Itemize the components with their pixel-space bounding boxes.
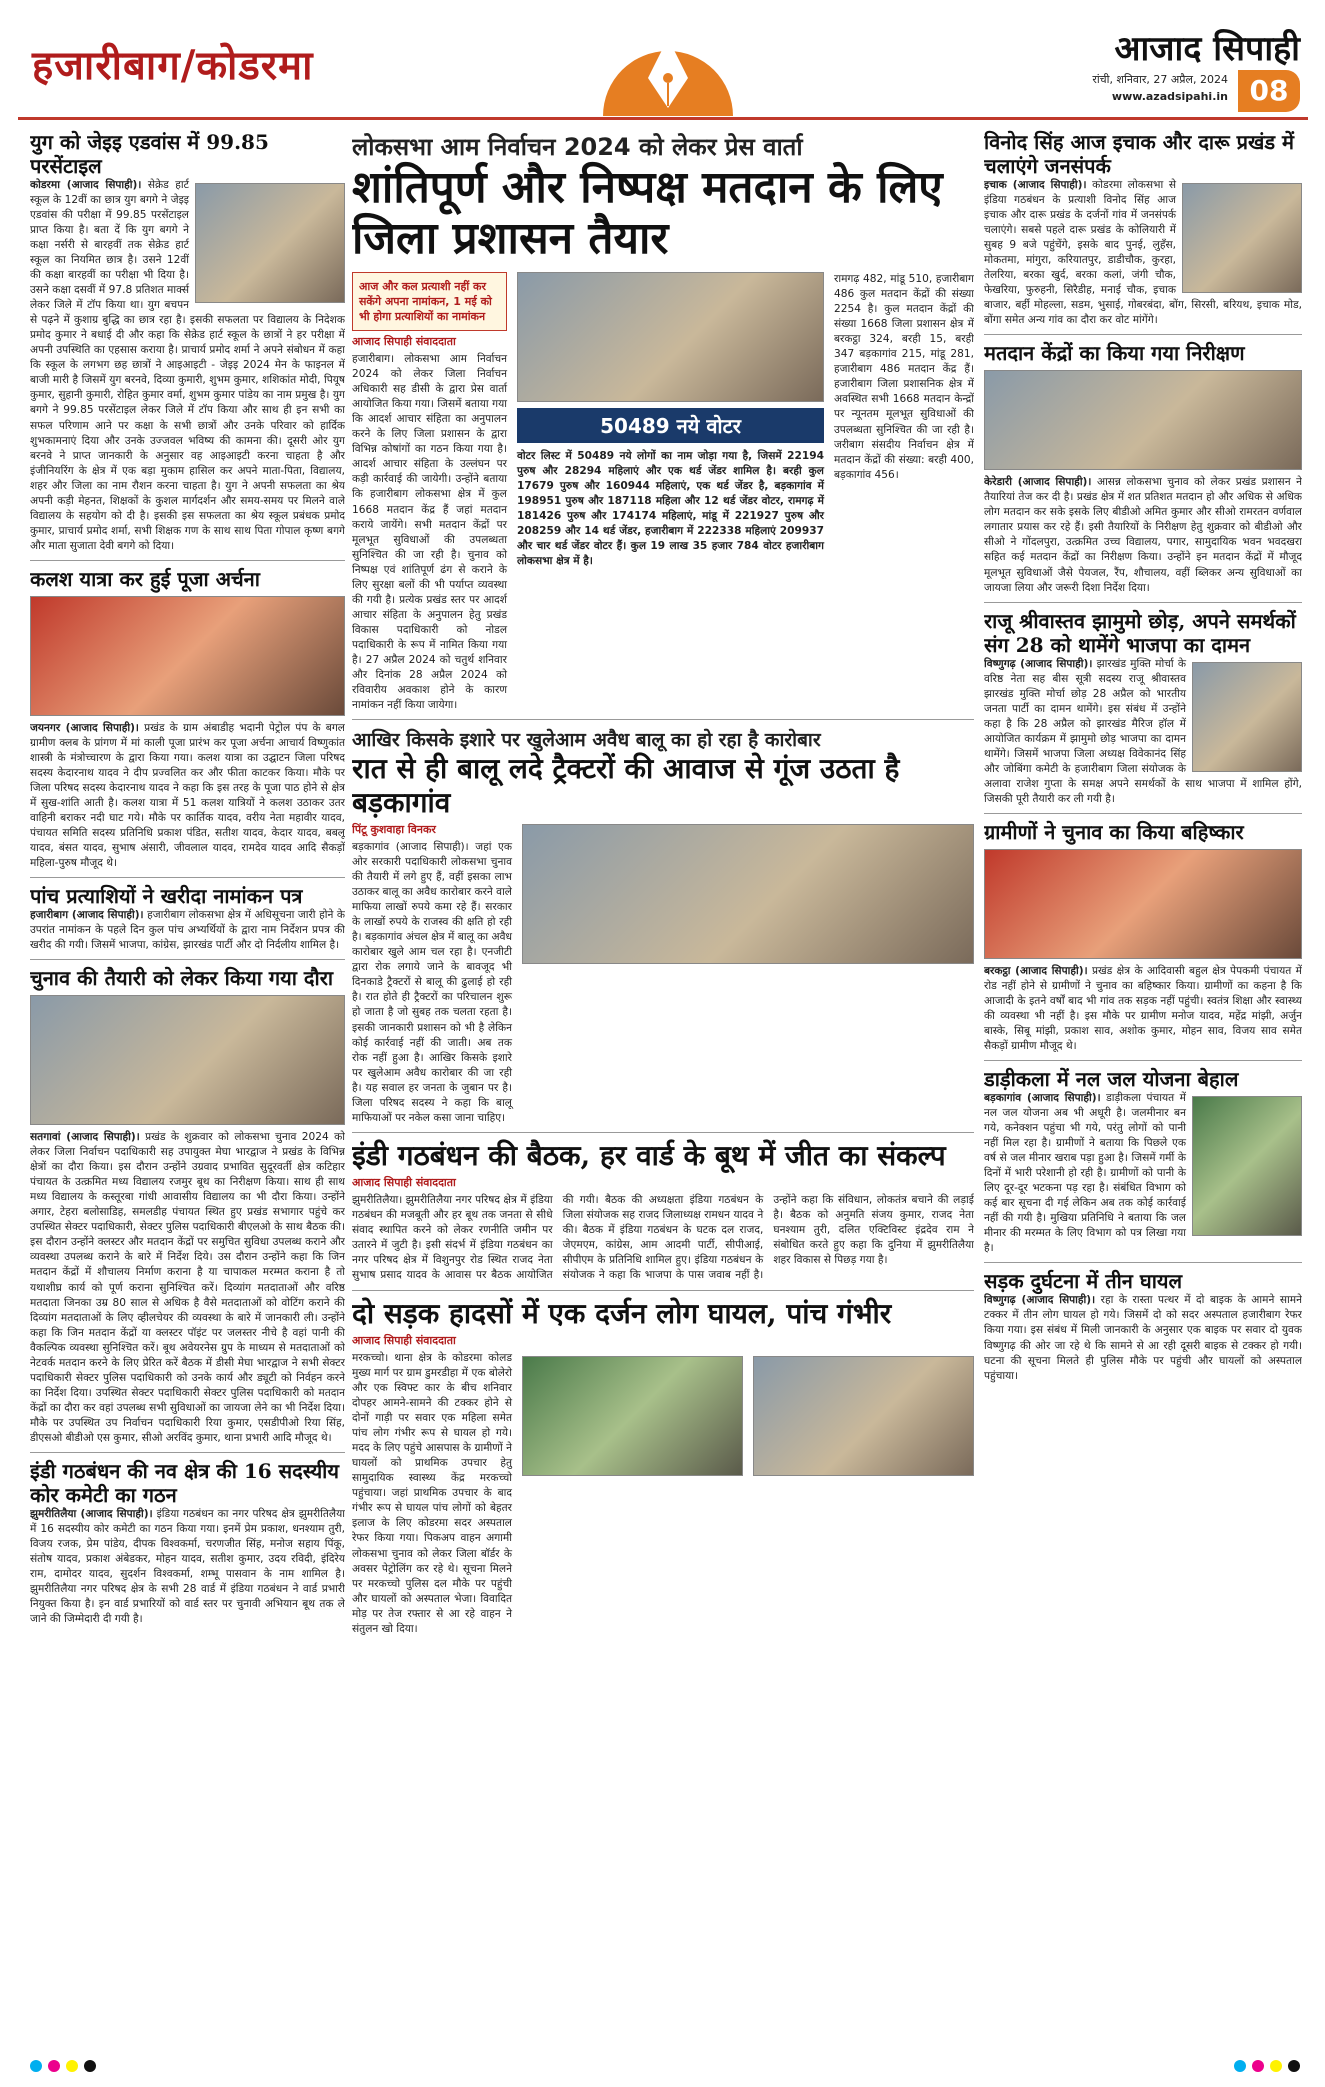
article-body: झारखंड मुक्ति मोर्चा के वरिष्ठ नेता सह बीस सूत्री सदस्य राजू श्रीवास्तव झारखंड मुक्ति मोर्चा छोड़ 28 अप्रैल को भारतीय जनता पार्टी का दामन थामेंगे। इस संबंध में उन्होंने कहा है कि 28 अप्रैल को झारखंड मैरिज हॉल में आयोजित कार्यक्रम में झामुमो छोड़ भाजपा का दामन थामेंगे। जिसमें भाजपा जिला अध्यक्ष विवेकानंद सिंह और जोबिंगा कमेटी के हजारीबाग जिला संयोजक के अलावा राजेश गुप्ता के समक्ष अपने समर्थकों के साथ भाजपा में शामिल होंगे, जिसकी पूरी तैयारी कर ली गयी है। [984,657,1302,805]
byline: सतगावां (आजाद सिपाही)। [30,1131,140,1144]
website-url[interactable]: www.azadsipahi.in [1111,90,1228,103]
divider [30,560,345,561]
article-yug [30,130,345,554]
article-body: प्रखंड के ग्राम अंबाडीह भदानी पेट्रोल पंप के बगल ग्रामीण क्लब के प्रांगण में मां काली पूजा प्रारंभ कर पूजा अर्चना आचार्य विष्णुकांत शास्त्री के मंत्रोच्चारण के द्वारा किया गया। कलश यात्रा का उद्घाटन जिला परिषद सदस्य केदारनाथ यादव ने दीप प्रज्वलित कर और फीता काटकर किया। मौके पर जिला परिषद सदस्य केदारनाथ यादव ने कहा कि इस तरह के पूजा पाठ होने से क्षेत्र में सुख-शांति आती है। कलश यात्रा में 51 कलश यात्रियों ने कलश उठाकर उतर वाहिनी बराकर नदी घाट गये। मौके पर कार्तिक यादव, वरीय नेता महावीर यादव, पंचायत समिति सदस्य प्रतिनिधि प्रकाश पंडित, सतीश यादव, केदार यादव, बबलू यादव, बंसत यादव, सुभाष अंसारी, जीवलाल यादव, रामदेव यादव आदि सैकड़ों महिला-पुरुष मौजूद थे। [30,721,345,870]
article-kalash [30,567,345,871]
article-body: आसन्न लोकसभा चुनाव को लेकर प्रखंड प्रशासन ने तैयारियां तेज कर दी है। प्रखंड क्षेत्र में शत प्रतिशत मतदान हो और अधिक से अधिक लोग मतदान कर सके इसके लिए बीडीओ अमित कुमार और सीओ रामरतन वर्णवाल लगातार प्रयास कर रहे हैं। इसी तैयारियों के निरीक्षण हेतु शुक्रवार को बीडीओ और सीओ ने गोंदलपुरा, उत्क्रमित उच्च विद्यालय, पगार, सामुदायिक भवन भवदखरा सहित कई मतदान केंद्रों का निरीक्षण किया। उन्होंने इन मतदान केंद्रों में मौजूद मूलभूत सुविधाओं जैसे पेयजल, रैंप, शौचालय, वहीं ब्लिकर अन्य सुविधाओं का जायजा लिया और जरूरी दिशा निर्देश दिया। [984,476,1302,594]
accident-photo [522,1356,743,1476]
byline: आजाद सिपाही संवाददाता [352,1176,456,1190]
article-road-accident [984,1269,1302,1383]
callout-box: आज और कल प्रत्याशी नहीं कर सकेंगे अपना नामांकन, 1 मई को भी होगा प्रत्याशियों का नामांकन [352,272,507,331]
headline: ग्रामीणों ने चुनाव का किया बहिष्कार [984,819,1244,844]
article-vinod [984,130,1302,328]
divider [984,1262,1302,1263]
article-body: सेक्रेड हार्ट स्कूल के 12वीं का छात्र युग बगगे ने जेइइ एडवांस की परीक्षा में 99.85 परसेंटाइल प्राप्त किया है। बता दें कि युग बगगे ने कक्षा नर्सरी से बारहवीं तक सेक्रेड हार्ट स्कूल का नियमित छात्र है। उसने 12वीं की कक्षा बारहवीं का परीक्षा भी दिया है। उसने कक्षा दसवीं में 97.8 प्रतिशत मार्क्स लेकर जिले में टॉप किया था। युग बचपन से पढ़ने में कुशाग्र बुद्धि का छात्र रहा है। इसकी सफलता पर विद्यालय के निदेशक प्रमोद कुमार ने बधाई दी और कहा कि सेक्रेड हार्ट स्कूल के छात्रों ने हर परीक्षा में अपनी उपस्थिति का एहसास कराया है। प्राचार्य प्रमोद शर्मा ने अपने संबोधन में कहा कि स्कूल के लगभग छह छात्रों ने आइआइटी - जेइइ 2024 मेन के फाइनल में बाजी मारी है जिसमें युग बरनवे, दिव्या कुमारी, शुभम कुमार, शशिकांत मोदी, पियूष कुमार, सुहानी कुमारी, रोहित कुमार वर्मा, शुभम कुमार पांडेय का नाम प्रमुख है। युग बगगे ने 99.85 परसेंटाइल लेकर जिले में टॉप किया और साथ ही इन सभी का सफल परिणाम आने पर कक्षा के सभी छात्रों और उनके परिवार को हार्दिक शुभकामनाएं दिया और उनके उज्जवल भविष्य की कामना की। दूसरी ओर युग बरनवे ने प्राप्त जानकारी के अनुसार वह आइआइटी करना चाहता है और इंजीनियरिंग के क्षेत्र में एक बड़ा मुकाम हासिल कर अपने माता-पिता, विद्यालय, शहर और जिला का नाम रौशन करना चाहता है। युग ने अपनी सफलता का श्रेय अपनी कड़ी मेहनत, शिक्षकों के कुशल मार्गदर्शन और समय-समय पर मिलने वाले विद्यालय के सहयोग को दी है। इसकी इस सफलता का श्रेय स्कूल प्रबंधक प्रमोद कुमार, प्राचार्य प्रमोद शर्मा, सभी शिक्षक गण के साथ साथ पिता गोपाल कृष्ण बगगे और माता सुजाता देवी बगगे को दिया। [30,179,345,552]
byline: बड़कागांव (आजाद सिपाही)। [984,1092,1101,1105]
byline: विष्णुगढ़ (आजाद सिपाही)। [984,657,1093,670]
byline: जयनगर (आजाद सिपाही)। [30,721,139,734]
headline: डाड़ीकला में नल जल योजना बेहाल [984,1067,1239,1092]
page-number: 08 [1238,70,1300,112]
article-body: प्रखंड के शुक्रवार को लोकसभा चुनाव 2024 को लेकर जिला निर्वाचन पदाधिकारी सह उपायुक्त मेघा भारद्वाज ने प्रखंड के विभिन्न क्षेत्रों का दौरा किया। इस दौरान उन्होंने उग्रवाद प्रभावित सुदूरवर्ती क्षेत्र कटिहार पंचायत के उत्क्रमित मध्य विद्यालय रजमुर बूथ का निरीक्षण किया। साथ ही साथ मध्य विद्यालय के कस्तूरबा गांधी आवासीय विद्यालय का भी दौरा किया। उन्होंने अगार, टेहरा बलोसाडिह, समलडीह पंचायत स्थित हुए प्रखंड सभागार पहुंचे कर उपस्थित सेक्टर पदाधिकारी, सेक्टर पुलिस पदाधिकारी बीएलओ के साथ बैठक की। इस दौरान उन्होंने क्लस्टर और मतदान केंद्रों पर समुचित सुविधा उपलब्ध कराने और व्यवस्था उपलब्ध कराने के बारे में निर्देश दिये। उस दौरान उन्होंने कहा कि जिन मतदान केंद्रों में शौचालय निर्माण कराना है या चापाकल मरम्मत कराना है तो यथाशीघ्र कार्य को पूर्ण कराना सुनिश्चित करें। दिव्यांग मतदाताओं और वरिष्ठ मतदाता जिनका उम्र 80 साल से अधिक है वैसे मतदाताओं को वोटिंग कराने की दिव्यांग मतदाताओं के लिए व्हीलचेयर की व्यवस्था के बारे में जानकारी ली। उन्होंने कहा कि जिन मतदान केंद्रों या क्लस्टर पॉइंट पर जलस्तर नीचे है वहां पानी की वैकल्पिक व्यवस्था सुनिश्चित करें। बूथ अवेयरनेस ग्रुप के माध्यम से मतदाताओं को नेटवर्क मतदान करने के लिए प्रेरित करें बैठक में डीसी मेघा भारद्वाज ने सभी सेक्टर पदाधिकारी सेक्टर पुलिस पदाधिकारी को उनके कार्य और ड्यूटी को निर्वहन करने का निर्देश दिया। उपस्थित सेक्टर पदाधिकारी सेक्टर पुलिस पदाधिकारी को मतदान केंद्रों का दौरा कर वहां उपलब्ध सभी सुविधाओं का जायजा लेने का भी निर्देश दिया। मौके पर उपस्थित उप निर्वाचन पदाधिकारी रिया कुमार, एसडीपीओ रिया सिंह, डीएसओ बीडीओ एस कुमार, सीओ अरविंद कुमार, थाना प्रभारी आदि मौजूद थे। [30,1131,345,1444]
article-water [984,1067,1302,1256]
right-column [984,130,1302,2030]
article-core-committee [30,1459,345,1627]
divider [352,719,974,720]
divider [984,334,1302,335]
headline: मतदान केंद्रों का किया गया निरीक्षण [984,341,1245,366]
press-conference-photo [517,272,824,402]
portrait-photo [1192,662,1302,772]
photo [30,995,345,1125]
black-dot [1288,2060,1300,2072]
headline: इंडी गठबंधन की नव क्षेत्र की 16 सदस्यीय कोर कमेटी का गठन [30,1458,339,1507]
byline: केरेडारी (आजाद सिपाही)। [984,476,1092,489]
article-body: हजारीबाग लोकसभा क्षेत्र में अधिसूचना जारी होने के उपरांत नामांकन के पहले दिन कुल पांच अभ्यर्थियों के द्वारा नाम निर्देशन प्रपत्र की खरीद की गयी। जिसमें भाजपा, कांग्रेस, झारखंड पार्टी और दो निर्दलीय शामिल है। [30,909,345,952]
byline: बरकट्ठा (आजाद सिपाही)। [984,964,1088,977]
byline: हजारीबाग (आजाद सिपाही)। [30,909,144,922]
headline: विनोद सिंह आज इचाक और दारू प्रखंड में चलाएंगे जनसंपर्क [984,130,1294,178]
headline: कलश यात्रा कर हुई पूजा अर्चना [30,566,260,591]
kicker: आखिर किसके इशारे पर खुलेआम अवैध बालू का हो रहा है कारोबार [352,728,821,751]
divider [352,1132,974,1133]
byline: पिंटू कुशवाहा विनकर [352,823,436,837]
article-body: रहा के रास्ता पत्थर में दो बाइक के आमने सामने टक्कर में तीन लोग घायल हो गये। जिसमें दो को सदर अस्पताल हजारीबाग रेफर किया गया। इस संबंध में मिली जानकारी के अनुसार एक बाइक पर सवार दो युवक विष्णुगढ़ की ओर जा रहे थे कि सामने से आ रही दूसरी बाइक से टक्कर हो गयी। घटना की सूचना मिलते ही पुलिस मौके पर पहुंची और घायलों को अस्पताल पहुंचाया। [984,1294,1302,1382]
divider [30,877,345,878]
divider [30,959,345,960]
article-nomination [30,884,345,953]
article-sand [352,726,974,1126]
article-body: डाड़ीकला पंचायत में नल जल योजना अब भी अधूरी है। जलमीनार बन गये, कनेक्शन पहुंचा भी गये, परंतु लोगों को पानी नहीं मिल रहा है। ग्रामीणों ने बताया कि पिछले एक वर्ष से जल मीनार खराब पड़ा हुआ है। जिसमें गर्मी के दिनों में भारी परेशानी हो रही है। ग्रामीणों को पानी के लिए दूर-दूर भटकना पड़ रहा है। संबंधित विभाग को कई बार सूचना दी गई लेकिन अब तक कोई कार्रवाई नहीं की गयी है। मुखिया प्रतिनिधि ने बताया कि जल मीनार की मरम्मत के लिए विभाग को पत्र लिखा गया है। [984,1092,1186,1255]
divider [984,1060,1302,1061]
byline: इचाक (आजाद सिपाही)। [984,179,1087,191]
headline: युग को जेइइ एडवांस में 99.85 परसेंटाइल [30,130,269,178]
masthead [18,18,1308,120]
byline: आजाद सिपाही संवाददाता [352,1334,456,1348]
black-dot [84,2060,96,2072]
yellow-dot [1270,2060,1282,2072]
headline: राजू श्रीवास्तव झामुमो छोड़, अपने समर्थकों संग 28 को थामेंगे भाजपा का दामन [984,608,1296,657]
newspaper-name: आजाद सिपाही [1114,29,1300,69]
article-inspection [984,341,1302,595]
divider [984,813,1302,814]
pen-nib-icon [593,18,743,116]
photo [30,596,345,716]
section-title: हजारीबाग/कोडरमा [32,42,314,89]
article-body: हजारीबाग। लोकसभा आम निर्वाचन 2024 को लेकर जिला निर्वाचन अधिकारी सह डीसी के द्वारा प्रेस वार्ता आयोजित किया गया। जिसमें बताया गया कि आदर्श आचार संहिता का अनुपालन करने के लिए जिला प्रशासन के द्वारा विभिन्न कोषांगों का गठन किया गया है। आदर्श आचार संहिता के उल्लंघन पर कड़ी कार्रवाई की जायेगी। उन्होंने बताया कि हजारीबाग लोकसभा क्षेत्र में कुल 1668 मतदान केंद्र हैं जहां मतदान कराये जायेंगे। सभी मतदान केंद्रों पर मूलभूत सुविधाओं की उपलब्धता सुनिश्चित की जा रही है। चुनाव को निष्पक्ष एवं शांतिपूर्ण ढंग से कराने के लिए सुरक्षा बलों की भी पर्याप्त व्यवस्था की गयी है। प्रत्येक प्रखंड स्तर पर आदर्श आचार संहिता के अनुपालन हेतु प्रखंड विकास पदाधिकारी को नोडल पदाधिकारी के रूप में नामित किया गया है। 27 अप्रैल 2024 को चतुर्थ शनिवार और दिनांक 28 अप्रैल 2024 को रविवारीय अवकाश होने के कारण नामांकन नहीं किया जायेगा। [352,353,507,711]
divider [30,1452,345,1453]
portrait-photo [1182,183,1302,293]
kicker: लोकसभा आम निर्वाचन 2024 को लेकर प्रेस वार्ता [352,133,803,161]
cyan-dot [30,2060,42,2072]
lead-headline: शांतिपूर्ण और निष्पक्ष मतदान के लिए जिला प्रशासन तैयार [352,162,943,264]
left-column [30,130,345,2030]
byline: झुमरीतिलैया (आजाद सिपाही)। [30,1507,153,1520]
headline: सड़क दुर्घटना में तीन घायल [984,1269,1183,1294]
article-body: झुमरीतिलैया। झुमरीतिलैया नगर परिषद क्षेत्र में इंडिया गठबंधन की मजबूती और हर बूथ तक जनता से सीधे संवाद स्थापित करने को लेकर रणनीति जमीन पर उतारने में जुटी है। इसी संदर्भ में इंडिया गठबंधन का नगर परिषद क्षेत्र में विशुनपुर रोड स्थित राजद नेता सुभाष प्रसाद यादव के आवास पर बैठक आयोजित की गयी। बैठक की अध्यक्षता इंडिया गठबंधन के जिला संयोजक सह राजद जिलाध्यक्ष रामधन यादव ने की। बैठक में इंडिया गठबंधन के घटक दल राजद, जेएमएम, कांग्रेस, आम आदमी पार्टी, सीपीआई, सीपीएम के प्रतिनिधि शामिल हुए। इंडिया गठबंधन के संयोजक ने कहा कि भाजपा के पास जवाब नहीं है। उन्होंने कहा कि संविधान, लोकतंत्र बचाने की लड़ाई है। बैठक को अनुमति संजय कुमार, राजद नेता घनश्याम तुरी, दलित एक्टिविस्ट इंद्रदेव राम ने संबोधित करते हुए कहा कि दुनिया में झुमरीतिलैया शहर विकास से पिछड़ गया है। [352,1194,974,1282]
magenta-dot [1252,2060,1264,2072]
color-registration-strip [30,2060,1300,2074]
article-raju [984,609,1302,807]
headline: इंडी गठबंधन की बैठक, हर वार्ड के बूथ में जीत का संकल्प [352,1138,946,1172]
divider [352,1290,974,1291]
article-body: मरकच्चो। थाना क्षेत्र के कोडरमा कोलड मुख्य मार्ग पर ग्राम डुमरडीहा में एक बोलेरो और एक स्विफ्ट कार के बीच शनिवार दोपहर आमने-सामने की टक्कर होने से दोनों गाड़ी पर सवार एक महिला समेत पांच लोग गंभीर रूप से घायल हो गये। मदद के लिए पहुंचे आसपास के ग्रामीणों ने घायलों को प्राथमिक उपचार हेतु सामुदायिक स्वास्थ्य केंद्र मरकच्चो पहुंचाया। जहां प्राथमिक उपचार के बाद गंभीर रूप से घायल पांच लोगों को बेहतर इलाज के लिए कोडरमा सदर अस्पताल रेफर किया गया। पिकअप वाहन अगामी लोकसभा चुनाव को लेकर जिला बॉर्डर के अवसर पेट्रोलिंग कर रहे थे। सूचना मिलने पर मरकच्चो पुलिस दल मौके पर पहुंची और घायलों को अस्पताल भेजा। विवादित मोड़ पर तेज रफ्तार से आ रहे वाहन ने संतुलन खो दिया। [352,1352,512,1635]
headline: दो सड़क हादसों में एक दर्जन लोग घायल, पांच गंभीर [352,1296,892,1330]
voter-stats: वोटर लिस्ट में 50489 नये लोगों का नाम जोड़ा गया है, जिसमें 22194 पुरुष और 28294 महिलाएं और एक थर्ड जेंडर शामिल है। बरही कुल 17679 पुरुष और 160944 महिलाएं, एक थर्ड जेंडर है, बड़कागांव में 198951 पुरुष और 187118 महिला और 12 थर्ड जेंडर वोटर, रामगढ़ में 181426 पुरुष और 174174 महिलाएं, मांडू में 221927 पुरुष और 208259 और 14 थर्ड जेंडर, हजारीबाग में 222338 महिलाएं 209937 और चार थर्ड जेंडर वोटर हैं। कुल 19 लाख 35 हजार 784 वोटर हजारीबाग लोकसभा क्षेत्र में है। [517,450,824,568]
article-accident [352,1297,974,1637]
article-body: कोडरमा लोकसभा से इंडिया गठबंधन के प्रत्याशी विनोद सिंह आज इचाक और दारू प्रखंड के दर्जनों गांव में जनसंपर्क चलाएंगे। सबसे पहले दारू प्रखंड के कोलियारी में सुबह 9 बजे पहुंचेंगे, इसके बाद पुनई, लुहँस, मोकतमा, मांगुरा, करियातपुर, डाडीचौक, कुरहा, तेलरिया, बरका खुर्द, बरका कलां, जंगी चौक, फेखरिया, फुरुहनी, सिरैडीह, मनाई चौक, इचाक बाजार, बर्ही मोहल्ला, सडम, भुसाई, गोबरबंदा, बोंग, सिरसी, बरियथ, इचाक मोड, बोंगा समेत अन्य गांव का दौरा कर वोट मांगेंगे। [984,179,1302,327]
middle-column [352,130,974,2030]
cyan-dot [1234,2060,1246,2072]
article-election-prep [30,966,345,1446]
byline: विष्णुगढ़ (आजाद सिपाही)। [984,1294,1096,1307]
divider [984,602,1302,603]
article-body: इंडिया गठबंधन का नगर परिषद क्षेत्र झुमरीतिलैया में 16 सदस्यीय कोर कमेटी का गठन किया गया। इनमें प्रेम प्रकाश, धनश्याम तुरी, विजय रजक, प्रेम पांडेय, दीपक विश्वकर्मा, चरणजीत सिंह, मनोज सहाय पिंकू, संतोष यादव, प्रकाश अंबेडकर, मोहन यादव, सतीश कुमार, उदय रविदी, इंदिरेय राम, दामोदर यादव, सुदर्शन विश्वकर्मा, शम्भू पासवान के नाम शामिल है। झुमरीतिलैया नगर परिषद क्षेत्र के सभी 28 वार्ड में इंडिया गठबंधन ने वार्ड प्रभारी नियुक्त किया है। इन वार्ड प्रभारियों को वार्ड स्तर पर चुनावी अभियान बूथ तक ले जाने की जिम्मेदारी दी गयी है। [30,1507,345,1626]
article-body: प्रखंड क्षेत्र के आदिवासी बहुल क्षेत्र पेपकमी पंचायत में रोड नहीं होने से ग्रामीणों ने चुनाव का बहिष्कार किया। ग्रामीणों का कहना है कि आजादी के इतने वर्षों बाद भी गांव तक सड़क नहीं पहुंची। स्वतंत्र शिक्षा और स्वास्थ्य की व्यवस्था भी नहीं है। इस मौके पर ग्रामीण मनोज यादव, महेंद्र मांझी, अर्जुन बास्के, सिबू मांझी, प्रकाश साव, अशोक कुमार, मोहन साव, विजय साव समेत सैकड़ों ग्रामीण मौजूद थे। [984,964,1302,1053]
photo [984,849,1302,959]
byline: आजाद सिपाही संवाददाता [352,335,456,349]
article-body: बड़कागांव (आजाद सिपाही)। जहां एक ओर सरकारी पदाधिकारी लोकसभा चुनाव की तैयारी में लगे हुए हैं, वहीं इसका लाभ उठाकर बालू का अवैध कारोबार करने वाले माफिया लाखों रुपये कमा रहे हैं। सरकार के लाखों रुपये के राजस्व की क्षति हो रही है। बड़कागांव अंचल क्षेत्र में बालू का अवैध कारोबार खुले आम चल रहा है। एनजीटी द्वारा रोक लगाये जाने के बावजूद भी दिनकाडे ट्रैक्टरों से बालू की ढुलाई हो रही है। रात होते ही ट्रैक्टरों का परिचालन शुरू हो जाता है जो सुबह तक चलता रहता है। इसकी जानकारी प्रशासन को भी है लेकिन कोई कार्रवाई नहीं की जाती। अब तक रोक नहीं हुआ है। आखिर किसके इशारे पर खुलेआम अवैध कारोबार की जा रही है। यह सवाल हर जनता के जुबान पर है। जिला परिषद सदस्य ने कहा कि बालू माफियाओं पर नकेल कसा जाना चाहिए। [352,841,512,1124]
voter-count-box: 50489 नये वोटर [517,408,824,443]
article-indi-meeting [352,1139,974,1284]
headline: रात से ही बालू लदे ट्रैक्टरों की आवाज से गूंज उठता है बड़कागांव [352,751,900,819]
tractor-photo [522,824,974,964]
accident-photo [753,1356,974,1476]
dateline: रांची, शनिवार, 27 अप्रैल, 2024 [1092,73,1228,86]
yellow-dot [66,2060,78,2072]
headline: पांच प्रत्याशियों ने खरीदा नामांकन पत्र [30,884,303,909]
photo [984,370,1302,470]
magenta-dot [48,2060,60,2072]
photo [195,183,345,303]
headline: चुनाव की तैयारी को लेकर किया गया दौरा [30,966,334,991]
article-body: रामगढ़ 482, मांडू 510, हजारीबाग 486 कुल मतदान केंद्रों की संख्या 2254 है। कुल मतदान केंद्रों की संख्या 1668 जिला प्रशासन क्षेत्र में बरकट्ठा 324, बरही 15, बरही 347 बड़कागांव 215, मांडू 281, हजारीबाग 486 मतदान केंद्र हैं। हजारीबाग जिला प्रशासनिक क्षेत्र में अवस्थित सभी 1668 मतदान केन्द्रों पर न्यूनतम मूलभूत सुविधाओं की उपलब्धता सुनिश्चित की जा रही है। जरीबाग संसदीय निर्वाचन क्षेत्र में मतदान केंद्रों की संख्या: बरही 400, बड़कागांव 456। [834,273,974,481]
byline: कोडरमा (आजाद सिपाही)। [30,179,142,191]
article-boycott [984,820,1302,1054]
water-tower-photo [1192,1096,1302,1236]
